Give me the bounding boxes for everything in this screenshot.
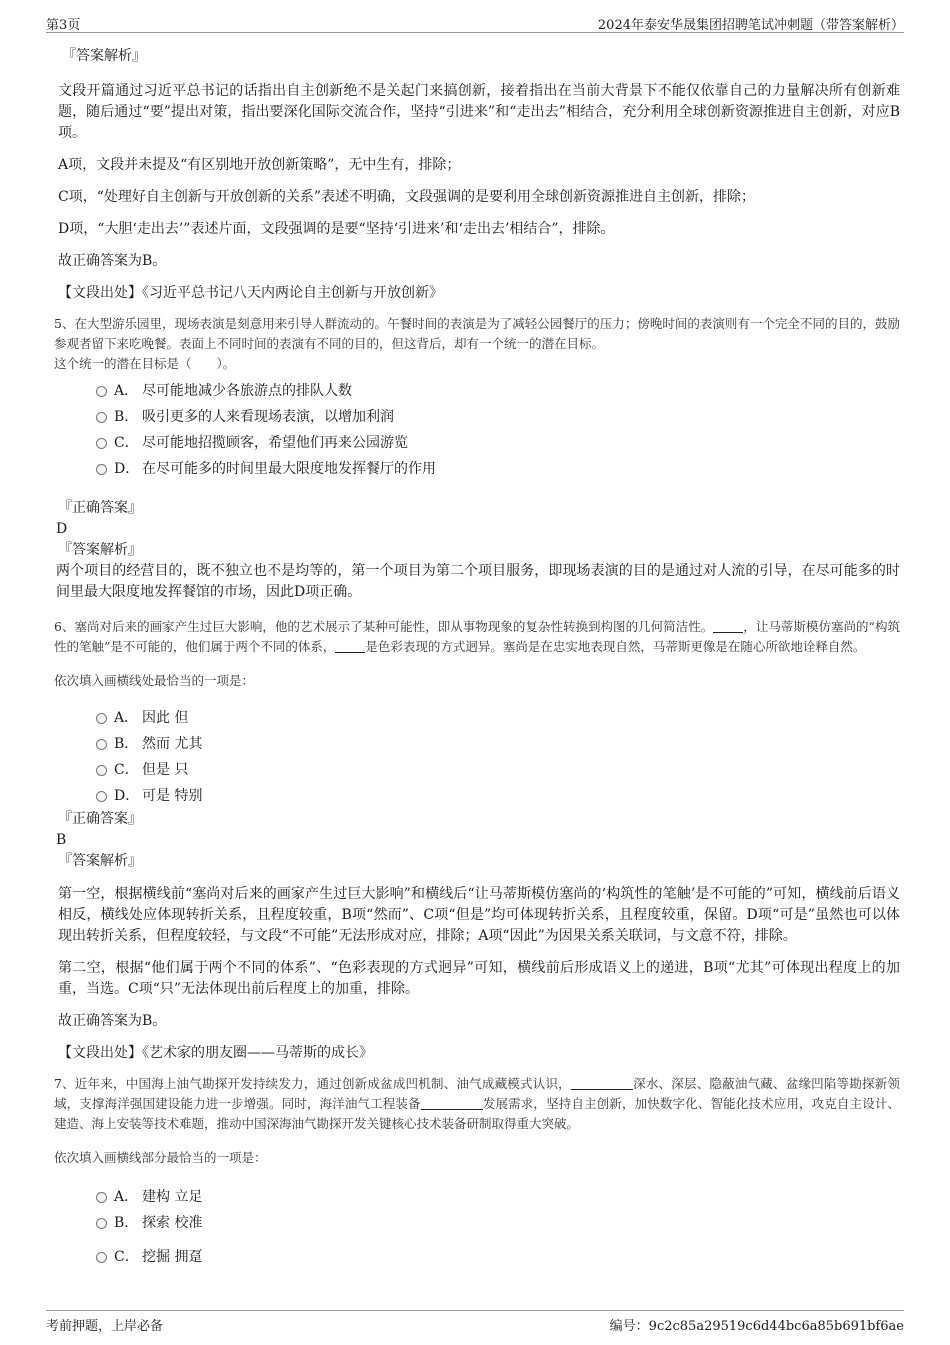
q5-answer: D [56, 521, 68, 537]
q6-option-a[interactable]: A． 因此 但 [58, 705, 900, 731]
page-header [46, 12, 904, 33]
q5-option-c[interactable]: C． 尽可能地招揽顾客，希望他们再来公园游览 [58, 430, 900, 456]
q5-option-a[interactable]: A． 尽可能地减少各旅游点的排队人数 [58, 378, 900, 404]
radio-button-icon[interactable] [96, 1218, 107, 1229]
q4-analysis-label: 『答案解析』 [62, 48, 146, 64]
q6-option-c[interactable]: C． 但是 只 [58, 757, 900, 783]
q5-option-b[interactable]: B． 吸引更多的人来看现场表演，以增加利润 [58, 404, 900, 430]
page-content [54, 46, 900, 1270]
footer-slogan: 考前押题，上岸必备 [46, 1319, 164, 1334]
q5-question: 这个统一的潜在目标是（ ）。 [54, 356, 236, 371]
q5-analysis-label: 『答案解析』 [58, 542, 142, 558]
q6-option-b[interactable]: B． 然而 尤其 [58, 731, 900, 757]
radio-button-icon[interactable] [96, 765, 107, 776]
document-title: 2024年泰安华晟集团招聘笔试冲刺题（带答案解析） [597, 18, 904, 33]
q6-source: 【文段出处】《艺术家的朋友圈——马蒂斯的成长》 [58, 1045, 373, 1061]
page-number: 第3页 [46, 18, 81, 33]
q4-analysis-option-c: C项，“处理好自主创新与开放创新的关系”表述不明确，文段强调的是要利用全球创新资源推进自主创新，排除； [58, 189, 756, 205]
blank-line [335, 638, 365, 653]
radio-button-icon[interactable] [96, 739, 107, 750]
q4-analysis-option-d: D项，“大胆‘走出去’”表述片面，文段强调的是要“坚持‘引进来’和‘走出去’相结合”，排除。 [58, 221, 615, 237]
blank-line [713, 618, 743, 633]
q7-question: 依次填入画横线部分最恰当的一项是： [54, 1150, 267, 1165]
q6-conclusion: 故正确答案为B。 [58, 1013, 167, 1029]
q6-option-d[interactable]: D． 可是 特别 [58, 783, 900, 809]
q7-options [58, 1184, 900, 1270]
blank-line [571, 1075, 633, 1090]
q6-stem: 6、塞尚对后来的画家产生过巨大影响，他的艺术展示了某种可能性，即从事物现象的复杂性转换到构图的几何简洁性。 ，让马蒂斯模仿塞尚的“构筑性的笔触”是不可能的，他们属于两个不同的体系， 是色彩表现的方式迥异。塞尚是在忠实地表现自然，马蒂斯更像是在随心所欲地诠释自然。 [54, 619, 900, 654]
page-footer [46, 1310, 904, 1333]
q4-conclusion: 故正确答案为B。 [58, 253, 167, 269]
radio-button-icon[interactable] [96, 412, 107, 423]
q4-source: 【文段出处】《习近平总书记八天内两论自主创新与开放创新》 [58, 285, 443, 301]
blank-line [421, 1095, 483, 1110]
q5-option-d[interactable]: D． 在尽可能多的时间里最大限度地发挥餐厅的作用 [58, 456, 900, 482]
q6-options [58, 705, 900, 809]
q6-question: 依次填入画横线处最恰当的一项是： [54, 673, 255, 688]
q7-option-b[interactable]: B． 探索 校准 [58, 1210, 900, 1236]
q6-analysis-paragraph-2: 第二空，根据“他们属于两个不同的体系”、“色彩表现的方式迥异”可知，横线前后形成语义上的递进，B项“尤其”可体现出程度上的加重，当选。C项“只”无法体现出前后程度上的加重，排除。 [58, 960, 900, 997]
radio-button-icon[interactable] [96, 713, 107, 724]
document-id: 编号：9c2c85a29519c6d44bc6a85b691bf6ae [609, 1319, 904, 1334]
q5-analysis: 两个项目的经营目的，既不独立也不是均等的，第一个项目为第二个项目服务，即现场表演的目的是通过对人流的引导，在尽可能多的时间里最大限度地发挥餐馆的市场，因此D项正确。 [56, 563, 900, 600]
radio-button-icon[interactable] [96, 386, 107, 397]
q4-analysis-option-a: A项，文段并未提及“有区别地开放创新策略”，无中生有，排除； [58, 157, 461, 173]
q7-option-c[interactable]: C． 挖掘 拥趸 [58, 1244, 900, 1270]
radio-button-icon[interactable] [96, 464, 107, 475]
q5-answer-label: 『正确答案』 [58, 500, 142, 516]
q7-stem: 7、近年来，中国海上油气勘探开发持续发力，通过创新成盆成凹机制、油气成藏模式认识， 深水、深层、隐蔽油气藏、盆缘凹陷等勘探新领域，支撑海洋强国建设能力进一步增强。同时，海洋油气工程装备 发展需求，坚持自主创新，加快数字化、智能化技术应用，攻克自主设计、建造、海上安装等技术难题，推动中国深海油气勘探开发关键核心技术装备研制取得重大突破。 [54, 1076, 900, 1131]
q6-answer-label: 『正确答案』 [58, 811, 142, 827]
q5-stem: 5、在大型游乐园里，现场表演是刻意用来引导人群流动的。午餐时间的表演是为了减轻公园餐厅的压力；傍晚时间的表演则有一个完全不同的目的，鼓励参观者留下来吃晚餐。表面上不同时间的表演有不同的目的，但这背后，却有一个统一的潜在目标。 [54, 316, 900, 351]
radio-button-icon[interactable] [96, 1252, 107, 1263]
q6-answer: B [56, 832, 67, 848]
radio-button-icon[interactable] [96, 1192, 107, 1203]
q7-option-a[interactable]: A． 建构 立足 [58, 1184, 900, 1210]
radio-button-icon[interactable] [96, 791, 107, 802]
q4-analysis-paragraph: 文段开篇通过习近平总书记的话指出自主创新绝不是关起门来搞创新，接着指出在当前大背景下不能仅依靠自己的力量解决所有创新难题，随后通过“要”提出对策，指出要深化国际交流合作，坚持“引进来”和“走出去”相结合，充分利用全球创新资源推进自主创新，对应B项。 [58, 83, 900, 141]
radio-button-icon[interactable] [96, 438, 107, 449]
q6-analysis-label: 『答案解析』 [58, 853, 142, 869]
q5-options [58, 378, 900, 482]
q6-analysis-paragraph-1: 第一空，根据横线前“塞尚对后来的画家产生过巨大影响”和横线后“让马蒂斯模仿塞尚的‘构筑性的笔触’是不可能的”可知，横线前后语义相反，横线处应体现转折关系，且程度较重，B项“然而”、C项“但是”均可体现转折关系，且程度较重，保留。D项“可是”虽然也可以体现出转折关系，但程度较轻，与文段“不可能”无法形成对应，排除；A项“因此”为因果关系关联词，与文意不符，排除。 [58, 886, 900, 944]
